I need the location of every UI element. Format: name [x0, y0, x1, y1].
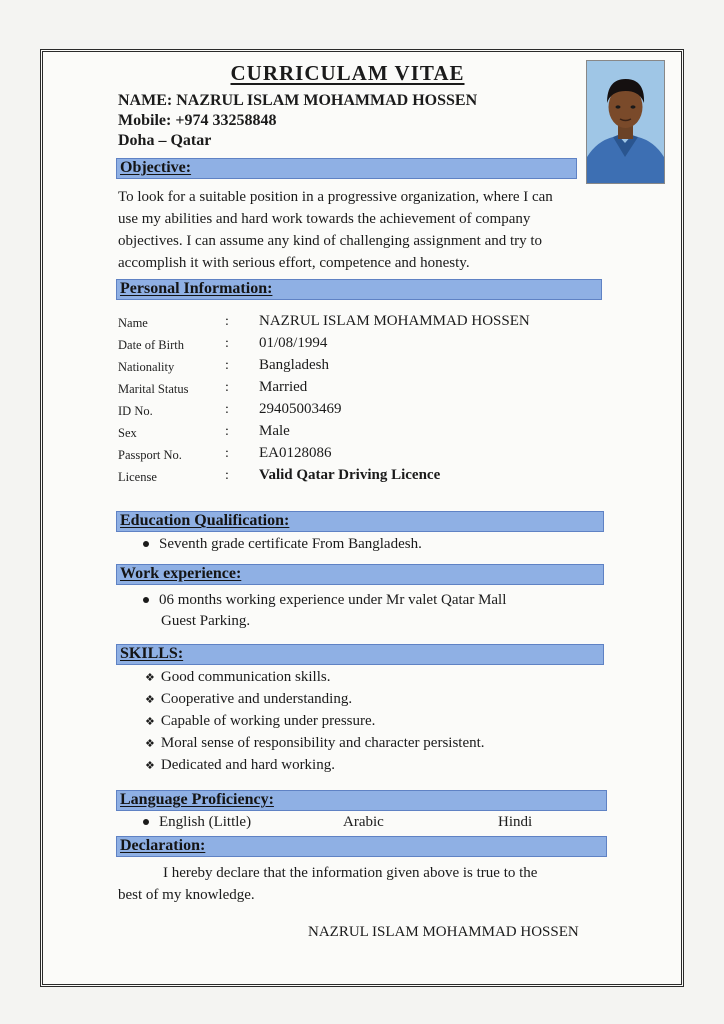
info-row-marital-status	[118, 379, 598, 401]
info-label: Passport No.	[118, 448, 182, 462]
info-row-dob	[118, 335, 598, 357]
info-value: 29405003469	[259, 401, 342, 417]
education-item-text: Seventh grade certificate From Bangladesh.	[159, 536, 422, 552]
declaration-line: I hereby declare that the information given above is true to the	[163, 865, 538, 881]
skills-heading	[116, 644, 604, 665]
diamond-bullet-icon: ❖	[145, 759, 155, 772]
info-value: Married	[259, 379, 308, 395]
info-value: Male	[259, 423, 290, 439]
info-colon: :	[225, 424, 229, 439]
skill-item	[145, 667, 330, 688]
skill-text: Cooperative and understanding.	[160, 691, 353, 707]
diamond-bullet-icon: ❖	[145, 737, 155, 750]
skills-heading-text: SKILLS:	[120, 645, 184, 662]
language-text: English (Little)	[159, 814, 252, 830]
skill-item	[145, 689, 352, 710]
language-item	[143, 814, 251, 831]
info-colon: :	[225, 336, 229, 351]
work-item	[143, 590, 506, 611]
education-item	[143, 534, 422, 555]
declaration-line: best of my knowledge.	[118, 887, 255, 903]
bullet-dot-icon	[143, 541, 149, 547]
info-colon: :	[225, 380, 229, 395]
skill-text: Dedicated and hard working.	[160, 757, 335, 773]
declaration-heading-text: Declaration:	[120, 837, 206, 854]
info-label: Name	[118, 316, 148, 330]
info-label: Sex	[118, 426, 137, 440]
personal-info-heading	[116, 279, 602, 300]
objective-line: use my abilities and hard work towards the achievement of company	[118, 211, 531, 227]
skill-item	[145, 733, 485, 754]
name-line: NAME: NAZRUL ISLAM MOHAMMAD HOSSEN	[118, 92, 478, 109]
signature-name: NAZRUL ISLAM MOHAMMAD HOSSEN	[308, 924, 579, 940]
location-line: Doha – Qatar	[118, 132, 212, 149]
profile-photo	[586, 60, 665, 184]
language-heading	[116, 790, 607, 811]
objective-line: To look for a suitable position in a progressive organization, where I can	[118, 189, 553, 205]
info-colon: :	[225, 314, 229, 329]
info-value: 01/08/1994	[259, 335, 328, 351]
work-experience-heading	[116, 564, 604, 585]
education-heading-text: Education Qualification:	[120, 512, 290, 529]
info-value: EA0128086	[259, 445, 332, 461]
skill-text: Moral sense of responsibility and character persistent.	[160, 735, 485, 751]
info-row-sex	[118, 423, 598, 445]
work-experience-heading-text: Work experience:	[120, 565, 242, 582]
work-item-continued: Guest Parking.	[161, 613, 251, 629]
document-title: CURRICULAM VITAE	[230, 61, 465, 85]
info-label: Nationality	[118, 360, 175, 374]
info-row-passport	[118, 445, 598, 467]
bullet-dot-icon	[143, 597, 149, 603]
skill-item	[145, 755, 335, 776]
objective-heading-text: Objective:	[120, 159, 192, 176]
info-value: NAZRUL ISLAM MOHAMMAD HOSSEN	[259, 313, 530, 329]
diamond-bullet-icon: ❖	[145, 671, 155, 684]
objective-text	[118, 186, 600, 274]
info-colon: :	[225, 468, 229, 483]
work-item-text: 06 months working experience under Mr valet Qatar Mall	[159, 592, 507, 608]
info-colon: :	[225, 358, 229, 373]
info-label: License	[118, 470, 157, 484]
skill-text: Capable of working under pressure.	[160, 713, 376, 729]
declaration-text	[118, 862, 604, 906]
language-heading-text: Language Proficiency:	[120, 791, 274, 808]
info-row-id	[118, 401, 598, 423]
info-row-name	[118, 313, 598, 335]
skill-item	[145, 711, 375, 732]
declaration-heading	[116, 836, 607, 857]
info-row-nationality	[118, 357, 598, 379]
language-item: Arabic	[343, 814, 384, 830]
personal-info-heading-text: Personal Information:	[120, 280, 273, 297]
info-colon: :	[225, 446, 229, 461]
info-value: Valid Qatar Driving Licence	[259, 467, 441, 483]
info-colon: :	[225, 402, 229, 417]
info-label: Marital Status	[118, 382, 189, 396]
diamond-bullet-icon: ❖	[145, 715, 155, 728]
mobile-line: Mobile: +974 33258848	[118, 112, 277, 129]
objective-line: accomplish it with serious effort, competence and honesty.	[118, 255, 470, 271]
info-value: Bangladesh	[259, 357, 329, 373]
info-label: ID No.	[118, 404, 153, 418]
skill-text: Good communication skills.	[160, 669, 331, 685]
info-label: Date of Birth	[118, 338, 184, 352]
bullet-dot-icon	[143, 819, 149, 825]
objective-heading	[116, 158, 577, 179]
info-row-license	[118, 467, 598, 489]
education-heading	[116, 511, 604, 532]
objective-line: objectives. I can assume any kind of challenging assignment and try to	[118, 233, 543, 249]
diamond-bullet-icon: ❖	[145, 693, 155, 706]
language-item: Hindi	[498, 814, 533, 830]
